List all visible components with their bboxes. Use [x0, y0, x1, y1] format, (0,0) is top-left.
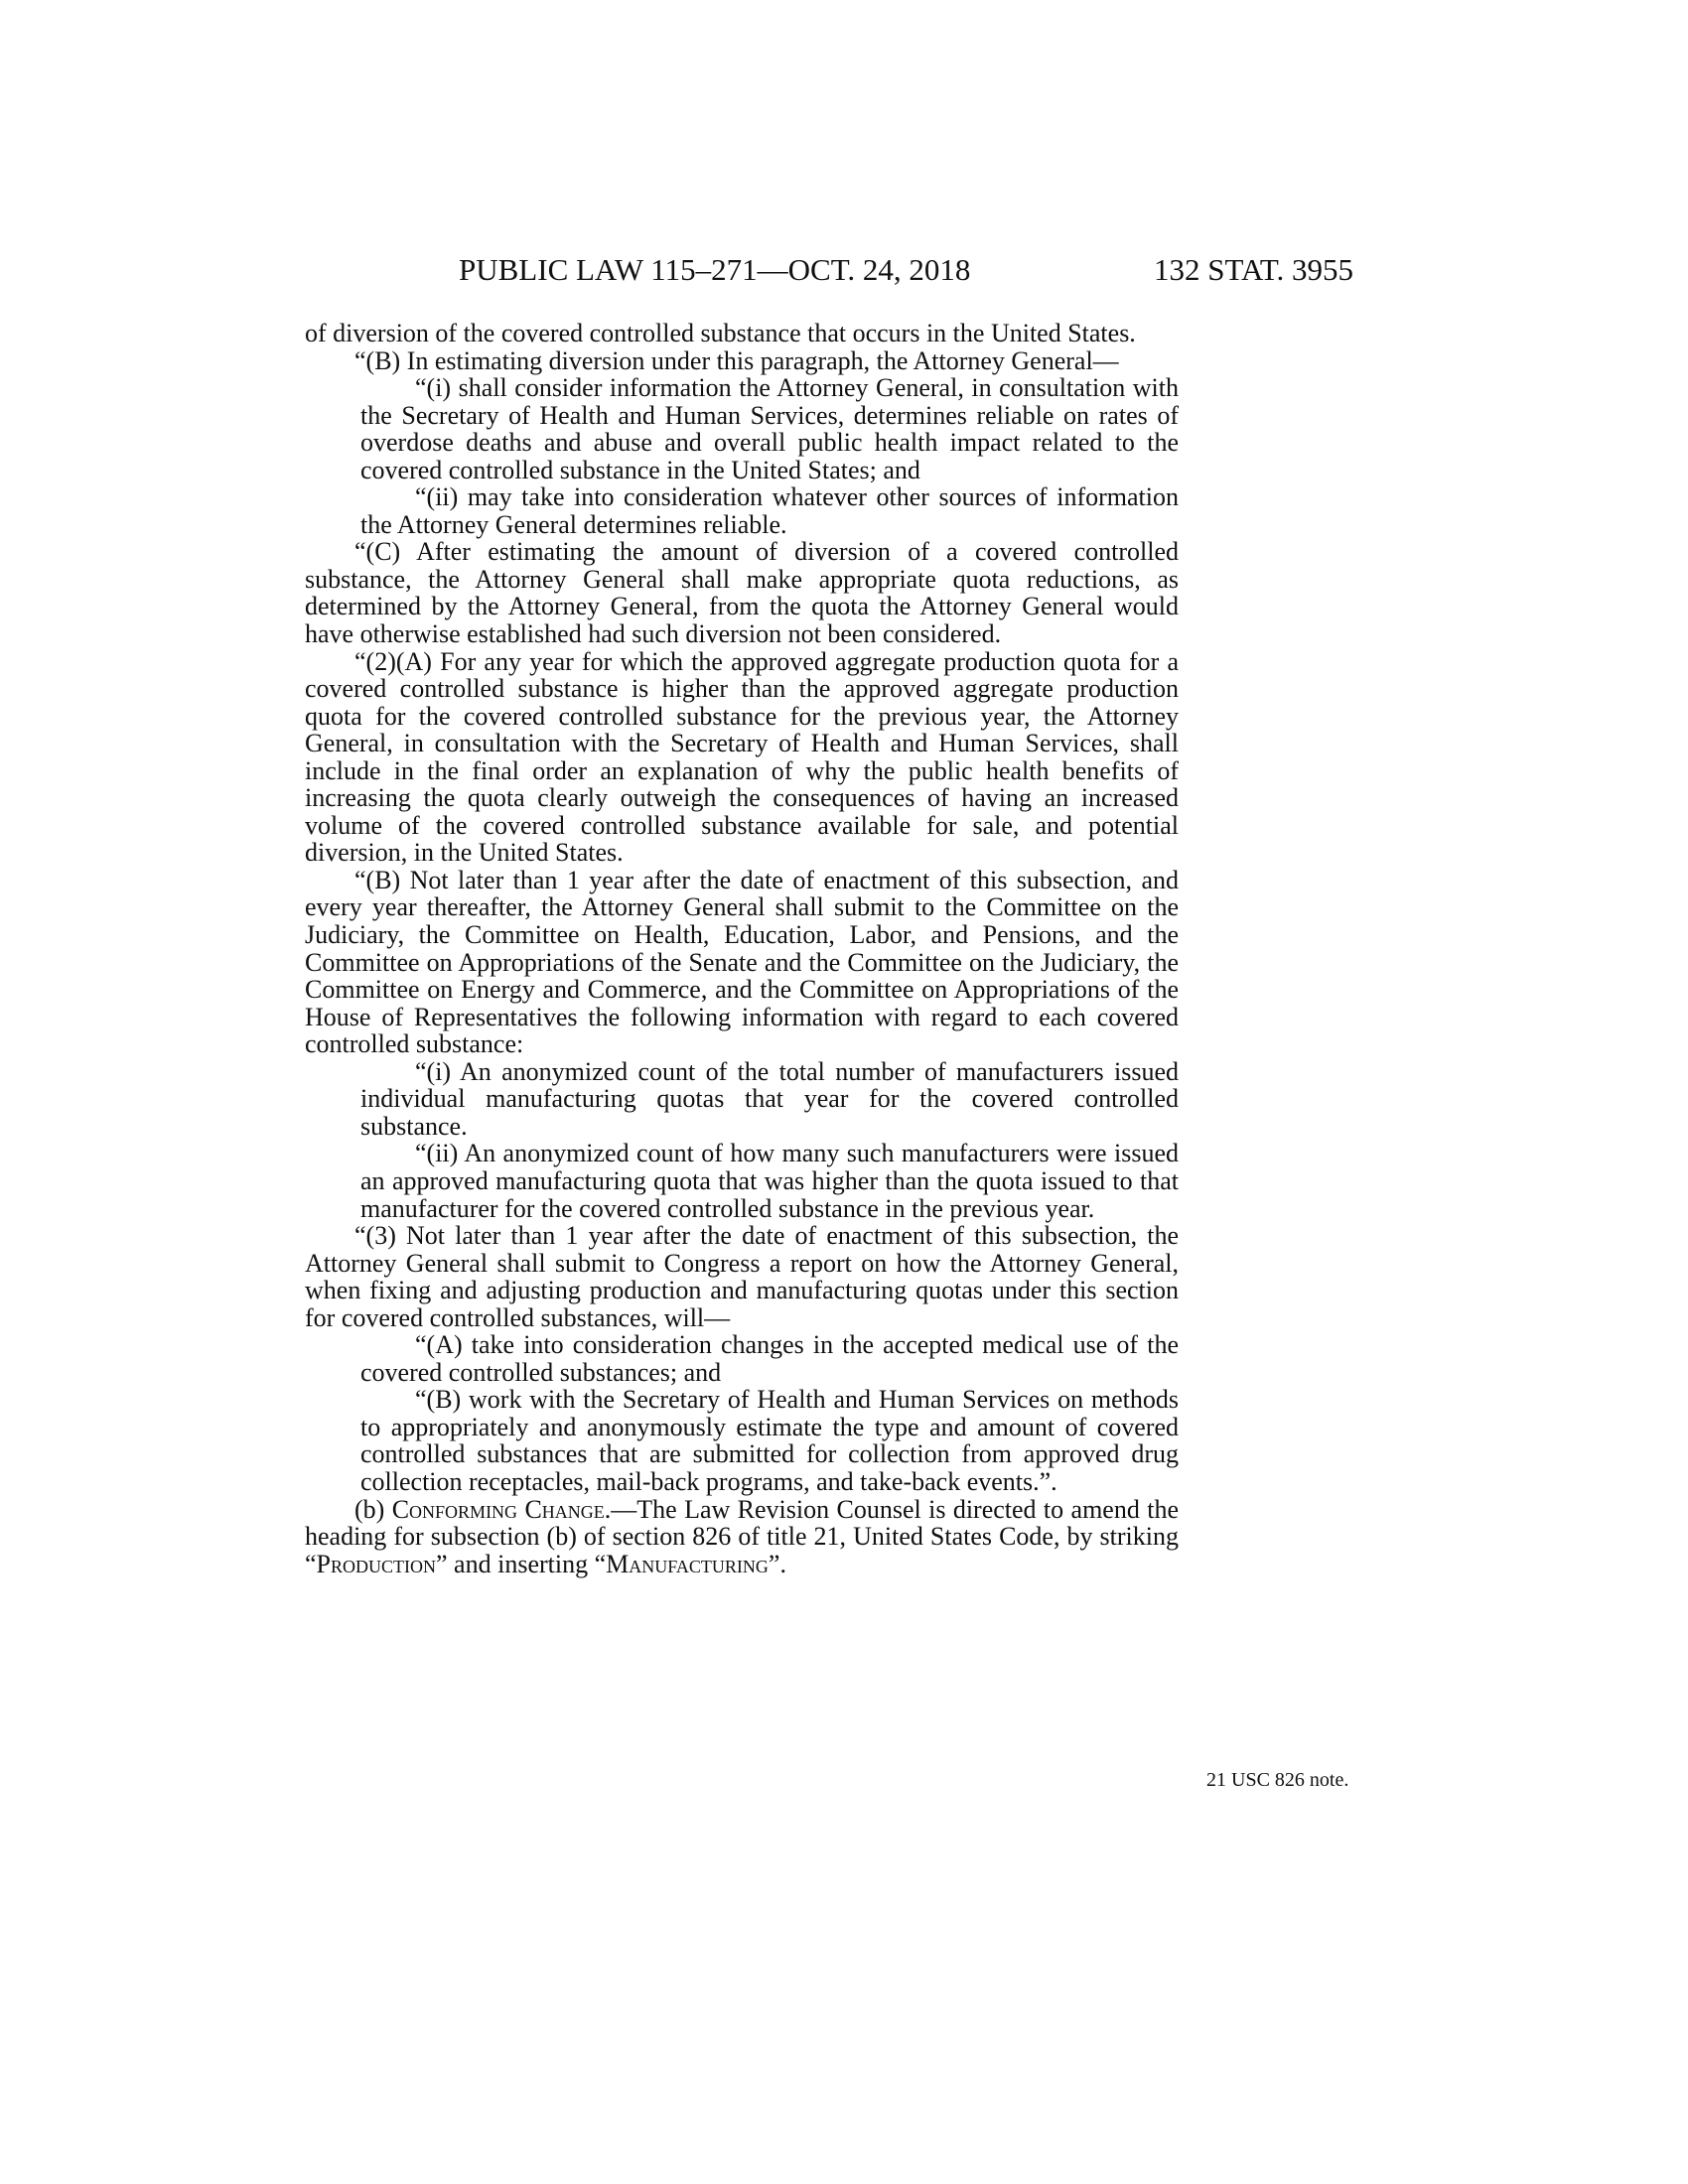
term-production: Production [316, 1549, 437, 1578]
subsection-b-heading: Conforming Change [391, 1494, 605, 1524]
clause-1-b-i: “(i) shall consider information the Attorney General, in consultation with the Secretary of Health and Human Services, determines reliable on rates of overdose deaths and abuse and overall public health impact related to the covered controlled substance in the United States; and [360, 373, 1179, 484]
clause-2-b-i: “(i) An anonymized count of the total number of manufacturers issued individual manufacturing quotas that year for the covered controlled substance. [360, 1056, 1179, 1141]
clause-3-b: “(B) work with the Secretary of Health and Human Services on methods to appropriately and anonymously estimate the type and amount of covered controlled substances that are submitted for collection from approved drug collection receptacles, mail-back programs, and take-back events.”. [360, 1385, 1179, 1496]
paragraph-continuation: of diversion of the covered controlled substance that occurs in the United States. [305, 319, 1136, 347]
running-head: PUBLIC LAW 115–271—OCT. 24, 2018 [459, 252, 971, 287]
body-text [305, 320, 1179, 1577]
subsection-b-conforming-change [305, 1496, 1179, 1578]
paragraph-1-b: “(B) In estimating diversion under this paragraph, the Attorney General— [354, 345, 1119, 375]
marginal-note: 21 USC 826 note. [1206, 1769, 1349, 1791]
subsection-b-prefix: (b) [354, 1494, 392, 1524]
paragraph-1-c: “(C) After estimating the amount of diversion of a covered controlled substance, the Attorney General shall make appropriate quota reductions, as determined by the Attorney General, from the quota the Attorney General would have otherwise established had such diversion not been considered. [305, 537, 1179, 649]
statute-citation: 132 STAT. 3955 [1154, 252, 1354, 287]
subsection-b-text-2: ” and inserting “ [436, 1549, 607, 1578]
subsection-b-text-3: ”. [768, 1549, 786, 1578]
paragraph-2-a: “(2)(A) For any year for which the approved aggregate production quota for a covered controlled substance is higher than the approved aggregate production quota for the covered controlled substance for the previous year, the Attorney General, in consultation with the Secretary of Health and Human Services, shall include in the final order an explanation of why the public health benefits of increasing the quota clearly outweigh the consequences of having an increased volume of the covered controlled substance available for sale, and potential diversion, in the United States. [305, 646, 1179, 868]
term-manufacturing: Manufacturing [606, 1549, 769, 1578]
clause-3-a: “(A) take into consideration changes in the accepted medical use of the covered controlled substances; and [360, 1330, 1179, 1387]
clause-1-b-ii: “(ii) may take into consideration whatever other sources of information the Attorney General determines reliable. [360, 482, 1179, 539]
paragraph-2-b: “(B) Not later than 1 year after the date of enactment of this subsection, and every year thereafter, the Attorney General shall submit to the Committee on the Judiciary, the Committee on Health, Education, Labor, and Pensions, and the Committee on Appropriations of the Senate and the Committee on the Judiciary, the Committee on Energy and Commerce, and the Committee on Appropriations of the House of Representatives the following information with regard to each covered controlled substance: [305, 865, 1179, 1059]
clause-2-b-ii: “(ii) An anonymized count of how many such manufacturers were issued an approved manufacturing quota that was higher than the quota issued to that manufacturer for the covered controlled substance in the previous year. [360, 1139, 1179, 1223]
paragraph-3: “(3) Not later than 1 year after the date of enactment of this subsection, the Attorney General shall submit to Congress a report on how the Attorney General, when fixing and adjusting production and manufacturing quotas under this section for covered controlled substances, will— [305, 1221, 1179, 1332]
subsection-b-text-1: .—The Law Revision Counsel is directed to amend the heading for subsection (b) of section 826 of title 21, United States Code, by striking “ [305, 1494, 1179, 1578]
page-header [0, 250, 1688, 290]
